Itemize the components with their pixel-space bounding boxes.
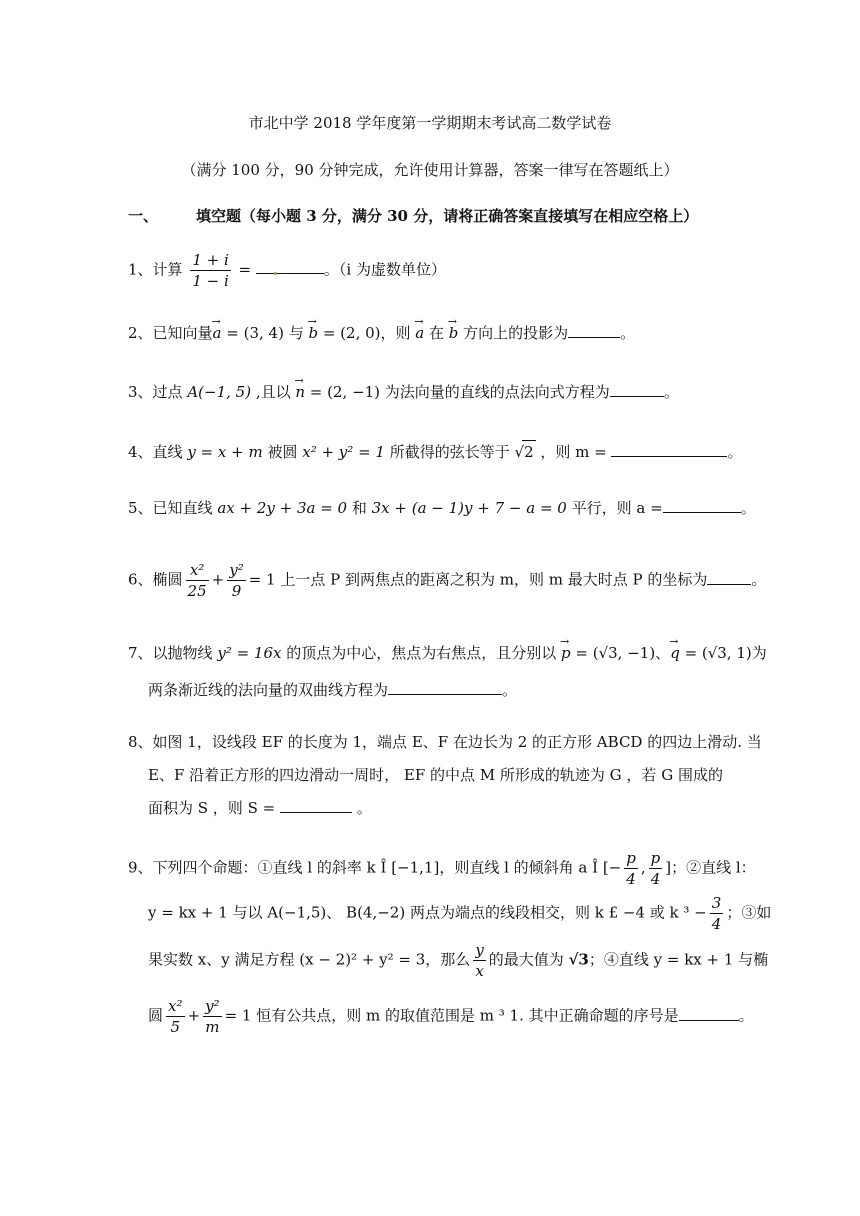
- section-number: 一、: [128, 207, 159, 225]
- q5-end: 。: [740, 499, 756, 517]
- q6-f2-numerator: y²: [229, 561, 244, 579]
- q1-equals: =: [233, 260, 256, 279]
- q9-fraction-1: [624, 848, 638, 889]
- q7-parabola: y² = 16x: [217, 644, 282, 662]
- q9-fraction-6: [203, 996, 222, 1037]
- q9-line3-text-b: 的最大值为: [488, 950, 569, 969]
- q7-p-value: = (√3, −1): [570, 644, 656, 662]
- q7-answer-blank[interactable]: [388, 680, 502, 695]
- q1-tail: 。（i 为虚数单位）: [323, 260, 446, 279]
- q4-text-d: ，则 m =: [535, 443, 612, 461]
- q9-fraction-4: [473, 940, 485, 981]
- q7-end: 。: [502, 681, 518, 699]
- q7-vector-p: → p: [561, 642, 571, 664]
- q2-text-a: 2、已知向量: [128, 324, 213, 342]
- q9-f6-numerator: y²: [205, 997, 220, 1015]
- question-9-line-2: [148, 893, 771, 934]
- question-2: [128, 322, 635, 344]
- q7-q-value: = (√3, 1): [679, 644, 752, 662]
- q5-equation-1: ax + 2y + 3a = 0: [217, 499, 348, 517]
- q3-point: A(−1, 5): [187, 383, 252, 401]
- q7-vector-q: → q: [670, 642, 680, 664]
- q9-f5-denominator: 5: [170, 1018, 181, 1036]
- q6-f2-denominator: 9: [231, 582, 242, 600]
- question-6: [128, 560, 766, 601]
- q3-answer-blank[interactable]: [610, 382, 664, 397]
- q2-text-c: = (2, 0)，则: [318, 324, 416, 342]
- q3-end: 。: [663, 383, 679, 401]
- q6-f1-denominator: 25: [187, 582, 207, 600]
- q5-equation-2: 3x + (a − 1)y + 7 − a = 0: [371, 499, 567, 517]
- q5-answer-blank[interactable]: [663, 498, 741, 513]
- q5-text-c: 平行，则 a =: [566, 499, 663, 517]
- q6-fraction-1: [186, 560, 209, 601]
- q9-line4-text-a: 圆: [148, 1006, 164, 1025]
- exam-instructions: （满分 100 分，90 分钟完成，允许使用计算器，答案一律写在答题纸上）: [181, 161, 679, 179]
- q9-f4-denominator: x: [475, 962, 484, 980]
- q2-end: 。: [620, 324, 636, 342]
- q7-text-b: 的顶点为中心，焦点为右焦点，且分别以: [281, 644, 561, 662]
- q3-text-c: = (2, −1) 为法向量的直线的点法向式方程为: [305, 383, 610, 401]
- q5-text-a: 5、已知直线: [128, 499, 218, 517]
- question-9: [128, 848, 756, 889]
- q9-answer-blank[interactable]: [679, 1006, 739, 1021]
- question-3: [128, 381, 679, 403]
- question-8-line-2: E、F 沿着正方形的四边滑动一周时， EF 的中点 M 所形成的轨迹为 G ，若 G 围成的: [148, 766, 723, 784]
- question-9-line-3: [148, 940, 768, 981]
- q7-separator: 、: [655, 644, 671, 662]
- q9-fraction-5: [166, 996, 184, 1037]
- q2-vector-a: → a: [213, 322, 222, 344]
- q4-line-equation: y = x + m: [187, 443, 263, 461]
- q9-f5-numerator: x²: [168, 997, 183, 1015]
- question-7-line-2: [148, 679, 517, 701]
- q6-text-a: 6、椭圆: [128, 570, 183, 589]
- q9-line3-text-a: 果实数 x、y 满足方程 (x − 2)² + y² = 3，那么: [148, 950, 471, 969]
- q6-answer-blank[interactable]: [707, 570, 751, 585]
- q9-comma: ,: [640, 858, 646, 877]
- q2-vector-b2: → b: [449, 322, 459, 344]
- q9-line2-text-b: ；③如: [726, 903, 772, 922]
- q9-f2-denominator: 4: [650, 870, 661, 888]
- q4-text-b: 被圆: [262, 443, 303, 461]
- question-7: [128, 642, 767, 664]
- question-9-line-4: [148, 996, 754, 1037]
- q6-end: 。: [751, 570, 767, 589]
- q1-denominator: 1 − i: [192, 272, 229, 290]
- q2-vector-b: → b: [308, 322, 318, 344]
- q8-line3-text: 面积为 S ，则 S =: [148, 799, 280, 817]
- q7-text-a: 7、以抛物线: [128, 644, 218, 662]
- q6-fraction-2: [227, 560, 246, 601]
- q2-text-b: = (3, 4) 与: [221, 324, 309, 342]
- q9-f6-denominator: m: [205, 1018, 220, 1036]
- question-4: [128, 440, 743, 463]
- q4-sqrt-symbol: √: [514, 443, 525, 461]
- question-5: [128, 497, 756, 519]
- q9-f1-numerator: p: [626, 849, 636, 867]
- q1-numerator: 1 + i: [192, 251, 229, 269]
- q9-f3-numerator: 3: [711, 894, 722, 912]
- q2-answer-blank[interactable]: [568, 323, 620, 338]
- q8-answer-blank[interactable]: [280, 798, 352, 813]
- q5-text-b: 和: [347, 499, 372, 517]
- q6-plus: +: [211, 570, 225, 589]
- question-1: [128, 250, 446, 291]
- q2-text-d: 在: [424, 324, 449, 342]
- exam-title: 市北中学 2018 学年度第一学期期末考试高二数学试卷: [248, 114, 612, 132]
- q3-normal-vector: → n: [295, 381, 305, 403]
- q4-answer-blank[interactable]: [611, 442, 727, 457]
- q9-fraction-2: [649, 848, 663, 889]
- q9-end: 。: [738, 1006, 754, 1025]
- q6-f1-numerator: x²: [186, 560, 209, 581]
- q2-vector-a2: → a: [415, 322, 424, 344]
- q6-text-b: = 1 上一点 P 到两焦点的距离之积为 m，则 m 最大时点 P 的坐标为: [248, 570, 708, 589]
- q7-text-c: 为: [751, 644, 767, 662]
- q9-plus: +: [187, 1006, 201, 1025]
- q9-line1-text-a: 9、下列四个命题：①直线 l 的斜率 k Î [−1,1]，则直线 l 的倾斜角 a Î [−: [128, 858, 622, 877]
- q4-text-a: 4、直线: [128, 443, 188, 461]
- q4-circle-equation: x² + y² = 1: [302, 443, 385, 461]
- question-8: 8、如图 1，设线段 EF 的长度为 1，端点 E、F 在边长为 2 的正方形 ABCD 的四边上滑动. 当: [128, 733, 762, 751]
- q1-answer-blank[interactable]: [256, 259, 324, 274]
- q3-text-a: 3、过点: [128, 383, 188, 401]
- question-8-line-3: [148, 797, 372, 819]
- q9-line4-text-b: = 1 恒有公共点，则 m 的取值范围是 m ³ 1. 其中正确命题的序号是: [224, 1006, 679, 1025]
- q9-sqrt3: √3: [568, 950, 589, 969]
- q4-sqrt-value: 2: [522, 440, 536, 463]
- section-heading: [128, 205, 698, 227]
- q9-f2-numerator: p: [650, 849, 661, 867]
- q7-line2: 两条渐近线的法向量的双曲线方程为: [148, 681, 389, 699]
- q1-blank-dot: [274, 272, 277, 275]
- q9-line1-text-b: ]；②直线 l：: [665, 858, 756, 877]
- q9-line2-text-a: y = kx + 1 与以 A(−1,5)、 B(4,−2) 两点为端点的线段相交，则 k £ −4 或 k ³ −: [148, 903, 707, 922]
- q9-f3-denominator: 4: [711, 915, 722, 933]
- q4-text-c: 所截得的弦长等于: [384, 443, 515, 461]
- q9-f4-numerator: y: [475, 941, 484, 959]
- q9-fraction-3: [710, 893, 724, 934]
- q9-line3-text-d: ；④直线 y = kx + 1 与椭: [588, 950, 769, 969]
- q8-end: 。: [351, 799, 372, 817]
- q1-fraction: [190, 250, 230, 291]
- section-title: 填空题（每小题 3 分，满分 30 分，请将正确答案直接填写在相应空格上）: [196, 207, 699, 225]
- q9-f1-denominator: 4: [626, 870, 636, 888]
- q4-end: 。: [727, 443, 743, 461]
- q1-lead: 1、计算: [128, 260, 183, 279]
- q3-text-b: ,且以: [251, 383, 296, 401]
- q2-text-e: 方向上的投影为: [458, 324, 569, 342]
